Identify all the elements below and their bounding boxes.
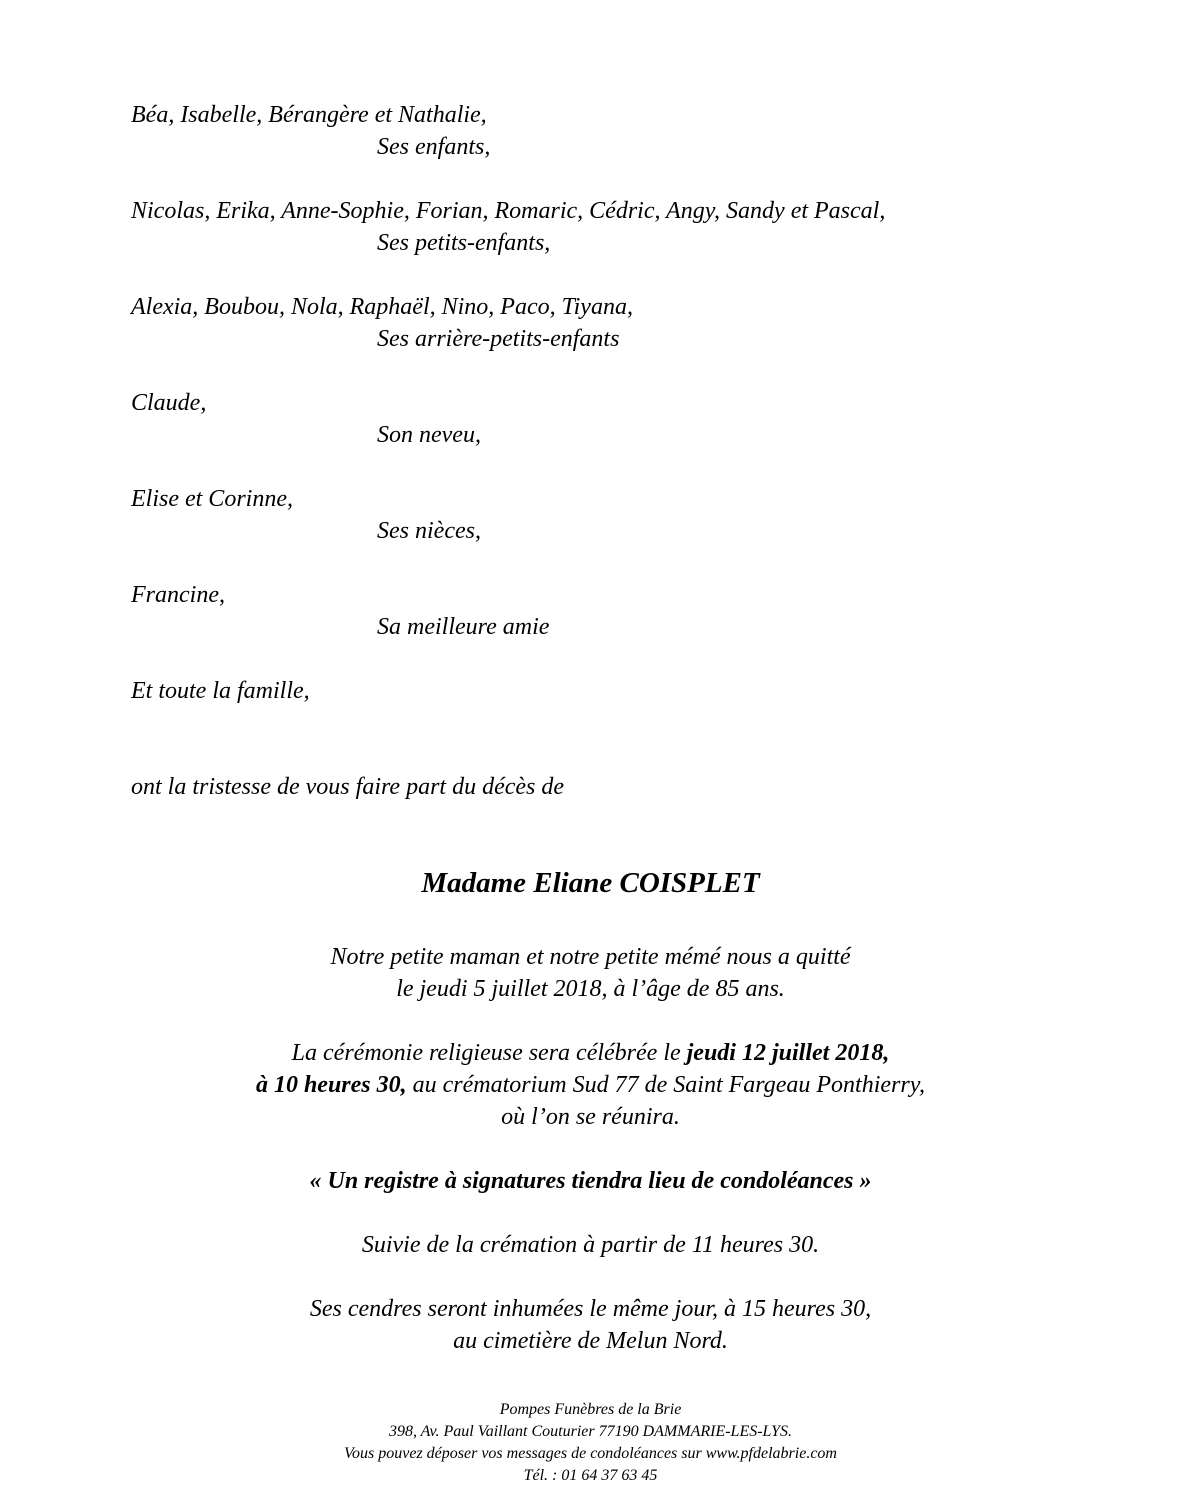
nephew-name: Claude, xyxy=(131,390,207,416)
ceremony-text-1: La cérémonie religieuse sera célébrée le xyxy=(291,1040,687,1066)
footer-condolences: Vous pouvez déposer vos messages de condoléances sur www.pfdelabrie.com xyxy=(344,1445,837,1462)
children-names: Béa, Isabelle, Bérangère et Nathalie, xyxy=(131,102,487,128)
ceremony-date: jeudi 12 juillet 2018, xyxy=(686,1040,890,1066)
friend-name: Francine, xyxy=(131,582,225,608)
ceremony-line-3: où l’on se réunira. xyxy=(501,1104,680,1130)
registry-note: « Un registre à signatures tiendra lieu de condoléances » xyxy=(309,1168,872,1194)
ceremony-place: au crématorium Sud 77 de Saint Fargeau Ponthierry, xyxy=(406,1072,926,1098)
announcement-text: ont la tristesse de vous faire part du décès de xyxy=(131,774,565,800)
passing-line-2: le jeudi 5 juillet 2018, à l’âge de 85 ans. xyxy=(396,976,785,1002)
grandchildren-role: Ses petits-enfants, xyxy=(377,230,551,256)
cremation-note: Suivie de la crémation à partir de 11 heures 30. xyxy=(361,1232,820,1258)
nieces-names: Elise et Corinne, xyxy=(131,486,293,512)
whole-family: Et toute la famille, xyxy=(131,678,310,704)
ceremony-line-1 xyxy=(0,1038,1181,1068)
ceremony-line-2 xyxy=(0,1070,1181,1100)
nephew-role: Son neveu, xyxy=(377,422,481,448)
great-grandchildren-role: Ses arrière-petits-enfants xyxy=(377,326,620,352)
friend-role: Sa meilleure amie xyxy=(377,614,550,640)
burial-line-2: au cimetière de Melun Nord. xyxy=(453,1328,728,1354)
footer-address: 398, Av. Paul Vaillant Couturier 77190 DAMMARIE-LES-LYS. xyxy=(388,1423,793,1440)
nieces-role: Ses nièces, xyxy=(377,518,481,544)
ceremony-time: à 10 heures 30, xyxy=(255,1072,407,1098)
children-role: Ses enfants, xyxy=(377,134,491,160)
burial-line-1: Ses cendres seront inhumées le même jour, à 15 heures 30, xyxy=(309,1296,872,1322)
footer-company: Pompes Funèbres de la Brie xyxy=(499,1401,682,1418)
footer-phone: Tél. : 01 64 37 63 45 xyxy=(523,1467,658,1484)
deceased-name: Madame Eliane COISPLET xyxy=(421,867,760,899)
great-grandchildren-names: Alexia, Boubou, Nola, Raphaël, Nino, Paco, Tiyana, xyxy=(131,294,633,320)
grandchildren-names: Nicolas, Erika, Anne-Sophie, Forian, Romaric, Cédric, Angy, Sandy et Pascal, xyxy=(131,198,886,224)
passing-line-1: Notre petite maman et notre petite mémé nous a quitté xyxy=(330,944,851,970)
